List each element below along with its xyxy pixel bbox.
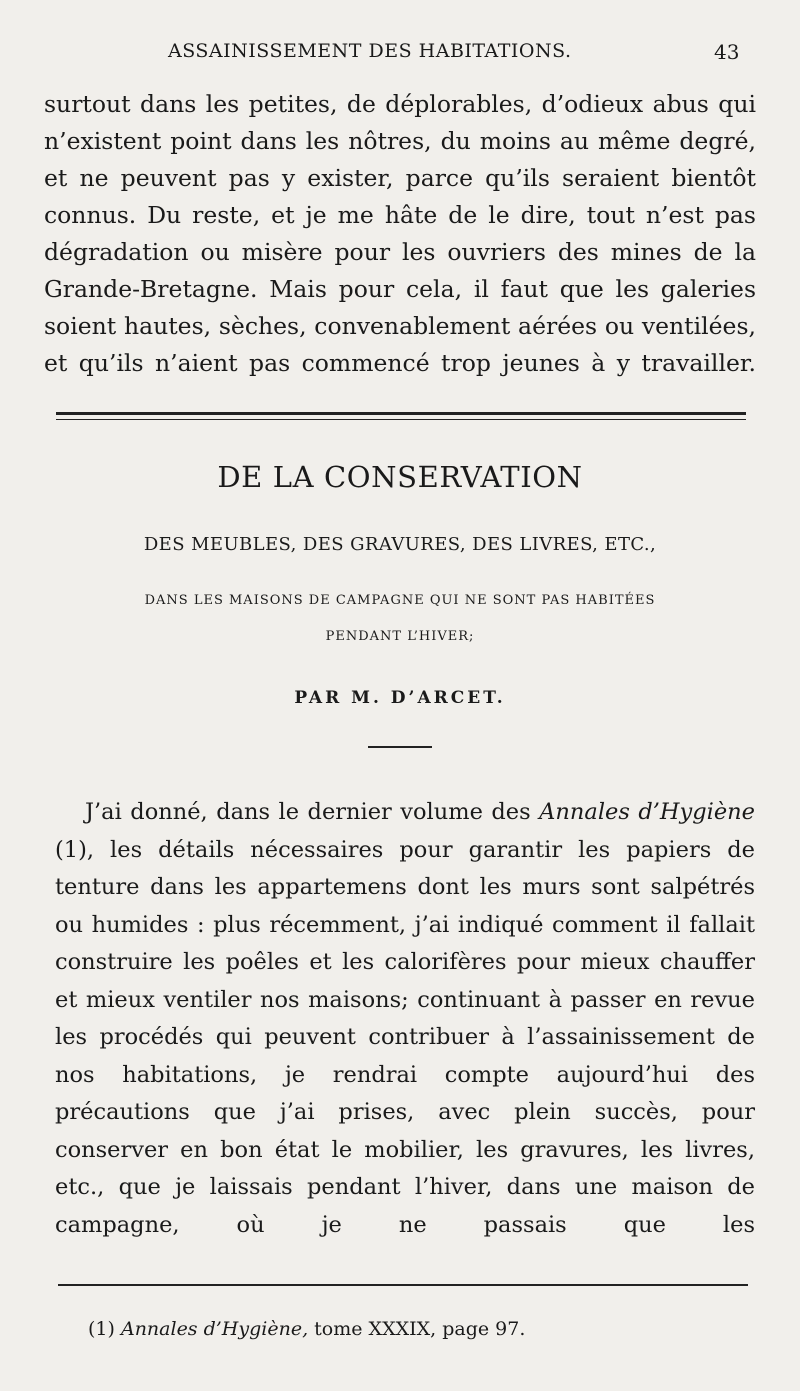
continuation-paragraph: surtout dans les petites, de déplorables, d’odieux abus qui n’existent point dans les nôtres, du moins au même degré, et ne peuvent pas y exister, parce qu’ils seraient bientôt connus. Du reste, et je me hâte de le dire, tout n’est pas dégradation ou misère pour les ouvriers des mines de la Grande-Bretagne. Mais pour cela, il faut que les galeries soient hautes, sèches, convenablement aérées ou ventilées, et qu’ils n’aient pas commencé trop jeunes à y travailler. — [44, 90, 756, 377]
opening-paragraph — [55, 794, 755, 1244]
journal-title: Annales d’Hygiène — [539, 799, 755, 825]
footnote-divider — [58, 1284, 748, 1286]
footnote — [88, 1318, 525, 1340]
article-title: DE LA CONSERVATION — [217, 460, 583, 494]
section-divider — [56, 412, 746, 420]
title-rule — [368, 746, 432, 748]
footnote-marker: (1) — [88, 1318, 115, 1340]
paragraph-text-rest: (1), les détails nécessaires pour garantir les papiers de tenture dans les appartemens dont les murs sont salpétrés ou humides : plus récemment, j’ai indiqué comment il fallait construire les poêles et les calorifères pour mieux chauffer et mieux ventiler nos maisons; continuant à passer en revue les procédés qui peuvent contribuer à l’assainissement de nos habitations, je rendrai compte aujourd’hui des précautions que j’ai prises, avec plein succès, pour conserver en bon état le mobilier, les gravures, les livres, etc., que je laissais pendant l’hiver, dans une maison de campagne, où je ne passais que les — [55, 836, 755, 1238]
paragraph-text-start: J’ai donné, dans le dernier volume des — [85, 799, 540, 825]
running-title: ASSAINISSEMENT DES HABITATIONS. — [168, 40, 572, 62]
article-subtitle: DES MEUBLES, DES GRAVURES, DES LIVRES, ETC., — [143, 534, 657, 555]
page-number: 43 — [714, 40, 740, 64]
article-author: PAR M. D’ARCET. — [294, 688, 506, 708]
article-note-line-2: PENDANT L’HIVER; — [325, 629, 475, 644]
running-head — [0, 40, 800, 70]
footnote-source: Annales d’Hygiène, — [120, 1318, 309, 1340]
footnote-reference: tome XXXIX, page 97. — [314, 1318, 526, 1340]
article-note-line-1: DANS LES MAISONS DE CAMPAGNE QUI NE SONT PAS HABITÉES — [144, 593, 656, 608]
